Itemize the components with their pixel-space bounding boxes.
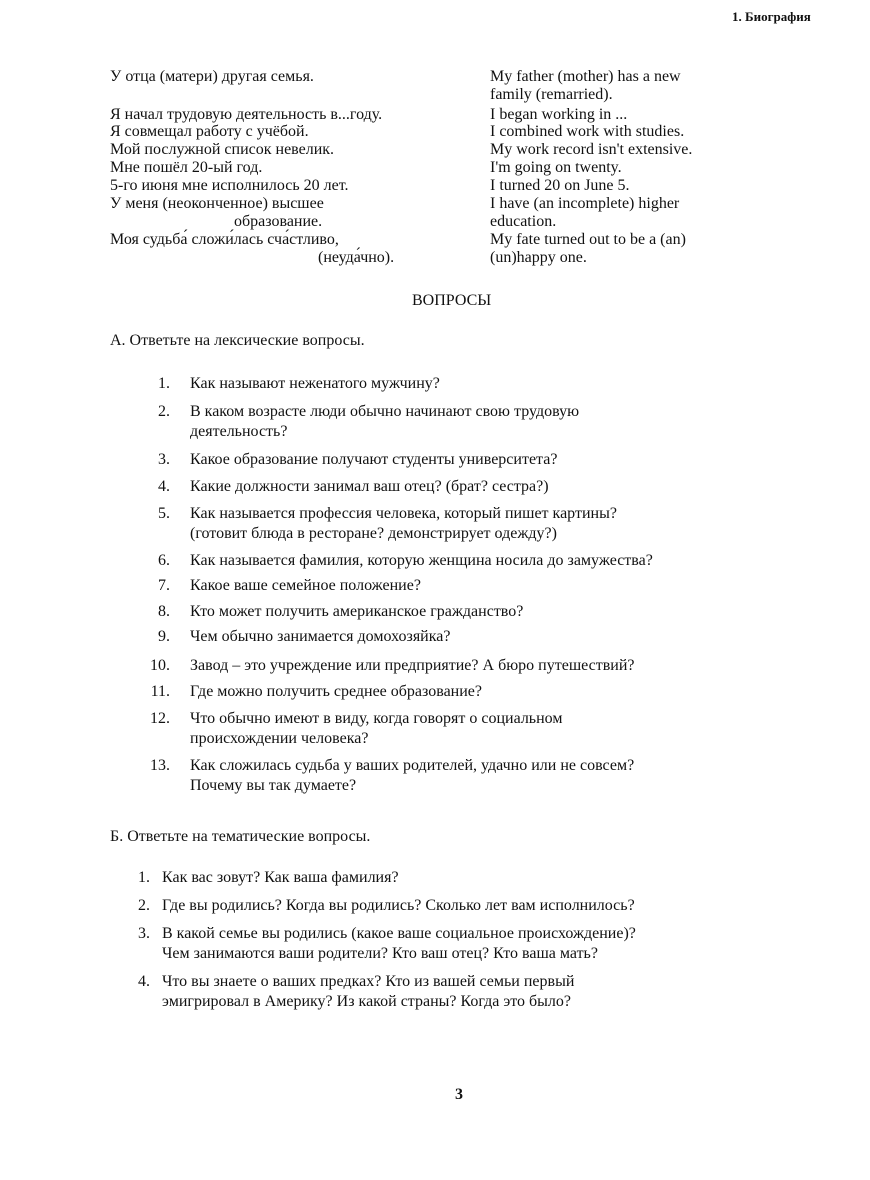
question-text: (готовит блюда в ресторане? демонстрирует одежду?) — [190, 525, 557, 542]
question-text: Как вас зовут? Как ваша фамилия? — [162, 869, 399, 886]
question-text: Как сложилась судьба у ваших родителей, удачно или не совсем? — [190, 757, 635, 774]
question-text: Как называют неженатого мужчину? — [190, 375, 440, 392]
question-text: Какое ваше семейное положение? — [190, 577, 421, 594]
phrase-en: I turned 20 on June 5. — [490, 177, 630, 194]
question-number: 8. — [158, 603, 170, 620]
phrase-ru: Моя судьба́ сложи́лась сча́стливо, — [110, 231, 339, 248]
question-number: 9. — [158, 628, 170, 645]
question-text: Кто может получить американское гражданство? — [190, 603, 524, 620]
section-a-title: А. Ответьте на лексические вопросы. — [110, 332, 365, 349]
page-number: 3 — [455, 1086, 463, 1103]
phrase-en: family (remarried). — [490, 86, 613, 103]
questions-heading: ВОПРОСЫ — [412, 292, 492, 309]
question-text: В каком возрасте люди обычно начинают свою трудовую — [190, 403, 580, 420]
phrase-en: I have (an incomplete) higher — [490, 195, 680, 212]
question-text: эмигрировал в Америку? Из какой страны? Когда это было? — [162, 993, 571, 1010]
phrase-en: (un)happy one. — [490, 249, 587, 266]
question-text: Чем обычно занимается домохозяйка? — [190, 628, 451, 645]
phrase-en: My fate turned out to be a (an) — [490, 231, 686, 248]
phrase-en: My work record isn't extensive. — [490, 141, 693, 158]
section-b-title: Б. Ответьте на тематические вопросы. — [110, 828, 371, 845]
phrase-en: education. — [490, 213, 557, 230]
question-text: Где вы родились? Когда вы родились? Сколько лет вам исполнилось? — [162, 897, 635, 914]
question-text: Какие должности занимал ваш отец? (брат? сестра?) — [190, 478, 549, 495]
phrase-ru: (неуда́чно). — [318, 249, 395, 266]
question-text: происхождении человека? — [190, 730, 369, 747]
question-text: Почему вы так думаете? — [190, 777, 357, 794]
question-number: 2. — [158, 403, 170, 420]
phrase-en: I'm going on twenty. — [490, 159, 622, 176]
question-number: 11. — [150, 683, 170, 700]
question-text: Как называется фамилия, которую женщина носила до замужества? — [190, 552, 653, 569]
phrase-ru: Мне пошёл 20-ый год. — [110, 159, 263, 176]
phrase-en: My father (mother) has a new — [490, 68, 681, 85]
question-number: 12. — [150, 710, 170, 727]
question-text: деятельность? — [190, 423, 288, 440]
phrase-ru: У меня (неоконченное) высшее — [110, 195, 324, 212]
question-number: 5. — [158, 505, 170, 522]
question-text: Где можно получить среднее образование? — [190, 683, 483, 700]
question-number: 2. — [138, 897, 150, 914]
question-number: 1. — [158, 375, 170, 392]
question-text: Какое образование получают студенты университета? — [190, 451, 558, 468]
question-number: 4. — [158, 478, 170, 495]
question-text: Что обычно имеют в виду, когда говорят о социальном — [190, 710, 563, 727]
phrase-en: I combined work with studies. — [490, 123, 685, 140]
phrase-ru: Я начал трудовую деятельность в...году. — [110, 106, 383, 123]
question-number: 1. — [138, 869, 150, 886]
question-text: Что вы знаете о ваших предках? Кто из вашей семьи первый — [162, 973, 575, 990]
question-number: 10. — [150, 657, 170, 674]
question-number: 7. — [158, 577, 170, 594]
question-number: 3. — [138, 925, 150, 942]
question-number: 13. — [150, 757, 170, 774]
phrase-en: I began working in ... — [490, 106, 628, 123]
question-number: 6. — [158, 552, 170, 569]
phrase-ru: образование. — [234, 213, 323, 230]
question-number: 3. — [158, 451, 170, 468]
phrase-ru: Я совмещал работу с учёбой. — [110, 123, 309, 140]
phrase-ru: У отца (матери) другая семья. — [110, 68, 314, 85]
question-text: Чем занимаются ваши родители? Кто ваш отец? Кто ваша мать? — [162, 945, 598, 962]
question-text: Завод – это учреждение или предприятие? А бюро путешествий? — [190, 657, 635, 674]
question-text: Как называется профессия человека, который пишет картины? — [190, 505, 617, 522]
phrase-ru: Мой послужной список невелик. — [110, 141, 335, 158]
phrase-ru: 5-го июня мне исполнилось 20 лет. — [110, 177, 349, 194]
question-number: 4. — [138, 973, 150, 990]
running-header: 1. Биография — [732, 9, 811, 24]
question-text: В какой семье вы родились (какое ваше социальное происхождение)? — [162, 925, 636, 942]
